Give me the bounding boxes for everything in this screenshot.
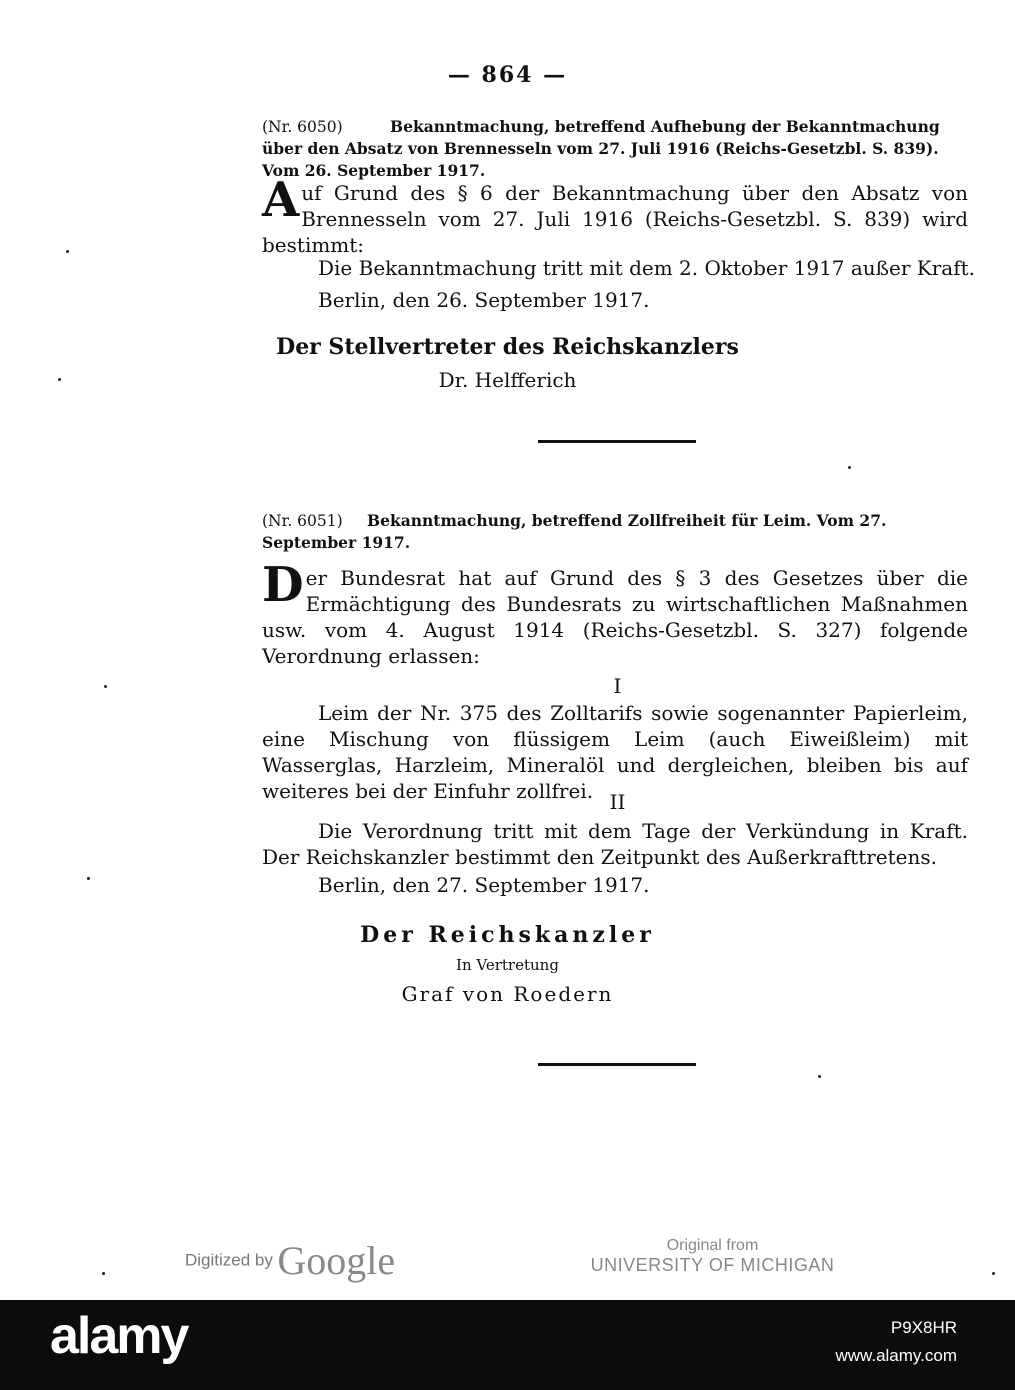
- separator-rule: [538, 440, 696, 443]
- page-number: — 864 —: [447, 62, 568, 88]
- section-1-number: I: [613, 674, 622, 698]
- notice-1-title: Bekanntmachung, betreffend Aufhebung der Bekanntmachung über den Absatz von Brennesseln vom 27. Juli 1916 (Reichs-Gesetzbl. S. 839). Vom 26. September 1917.: [262, 117, 940, 180]
- notice-1-initial: A: [262, 172, 300, 228]
- notice-2-number: (Nr. 6051): [262, 512, 343, 530]
- digitized-by-label: Digitized by: [185, 1250, 273, 1270]
- section-2-text: Die Verordnung tritt mit dem Tage der Verkündung in Kraft. Der Reichskanzler bestimmt den Zeitpunkt des Außerkrafttretens.: [262, 819, 968, 869]
- scan-speck: [58, 378, 61, 381]
- notice-2-place-date: Berlin, den 27. September 1917.: [318, 873, 650, 897]
- scan-speck: [848, 466, 851, 469]
- end-rule: [538, 1063, 696, 1066]
- notice-2-heading: [262, 510, 982, 554]
- notice-2-signature-sub: In Vertretung: [456, 956, 559, 974]
- digitized-by-google: [185, 1237, 395, 1284]
- notice-1-heading: [262, 116, 962, 182]
- scan-speck: [818, 1075, 821, 1078]
- notice-2-signature-title: Der Reichskanzler: [360, 922, 655, 948]
- notice-1-number: (Nr. 6050): [262, 118, 343, 136]
- notice-1-signature-name: Dr. Helfferich: [438, 368, 577, 392]
- original-from-label: Original from: [666, 1237, 759, 1254]
- image-id: P9X8HR: [890, 1318, 957, 1337]
- notice-2-initial: D: [262, 557, 304, 613]
- institution-name: UNIVERSITY OF MICHIGAN: [590, 1255, 835, 1275]
- scan-speck: [102, 1272, 105, 1275]
- notice-2-signature-name: Graf von Roedern: [401, 982, 614, 1006]
- scan-speck: [104, 685, 107, 688]
- notice-2-body: [262, 557, 968, 669]
- notice-2-body-text: er Bundesrat hat auf Grund des § 3 des Gesetzes über die Ermächtigung des Bundesrats zu wirtschaftlichen Maßnahmen usw. vom 4. August 1914 (Reichs-Gesetzbl. S. 327) folgende Verordnung erlassen:: [262, 566, 968, 668]
- scan-speck: [66, 250, 69, 253]
- notice-1-place-date: Berlin, den 26. September 1917.: [318, 288, 650, 312]
- google-logo: Google: [277, 1238, 396, 1283]
- section-1-text: Leim der Nr. 375 des Zolltarifs sowie sogenannter Papierleim, eine Mischung von flüssigem Leim (auch Eiweißleim) mit Wasserglas, Harzleim, Mineralöl und dergleichen, bleiben bis auf weiteres bei der Einfuhr zollfrei.: [262, 701, 968, 803]
- scan-speck: [992, 1272, 995, 1275]
- scan-speck: [87, 877, 90, 880]
- notice-1-body: [262, 172, 968, 258]
- stock-url: www.alamy.com: [835, 1346, 957, 1365]
- notice-2-title: Bekanntmachung, betreffend Zollfreiheit für Leim. Vom 27. September 1917.: [262, 511, 887, 552]
- original-from: [585, 1237, 840, 1276]
- notice-1-signature-title: Der Stellvertreter des Reichskanzlers: [276, 334, 739, 360]
- section-2-number: II: [609, 790, 626, 814]
- alamy-logo: alamy: [50, 1307, 188, 1365]
- notice-1-body-text: uf Grund des § 6 der Bekanntmachung über den Absatz von Brennesseln vom 27. Juli 1916 (Reichs-Gesetzbl. S. 839) wird bestimmt:: [262, 181, 968, 257]
- notice-1-line2: Die Bekanntmachung tritt mit dem 2. Oktober 1917 außer Kraft.: [318, 256, 976, 280]
